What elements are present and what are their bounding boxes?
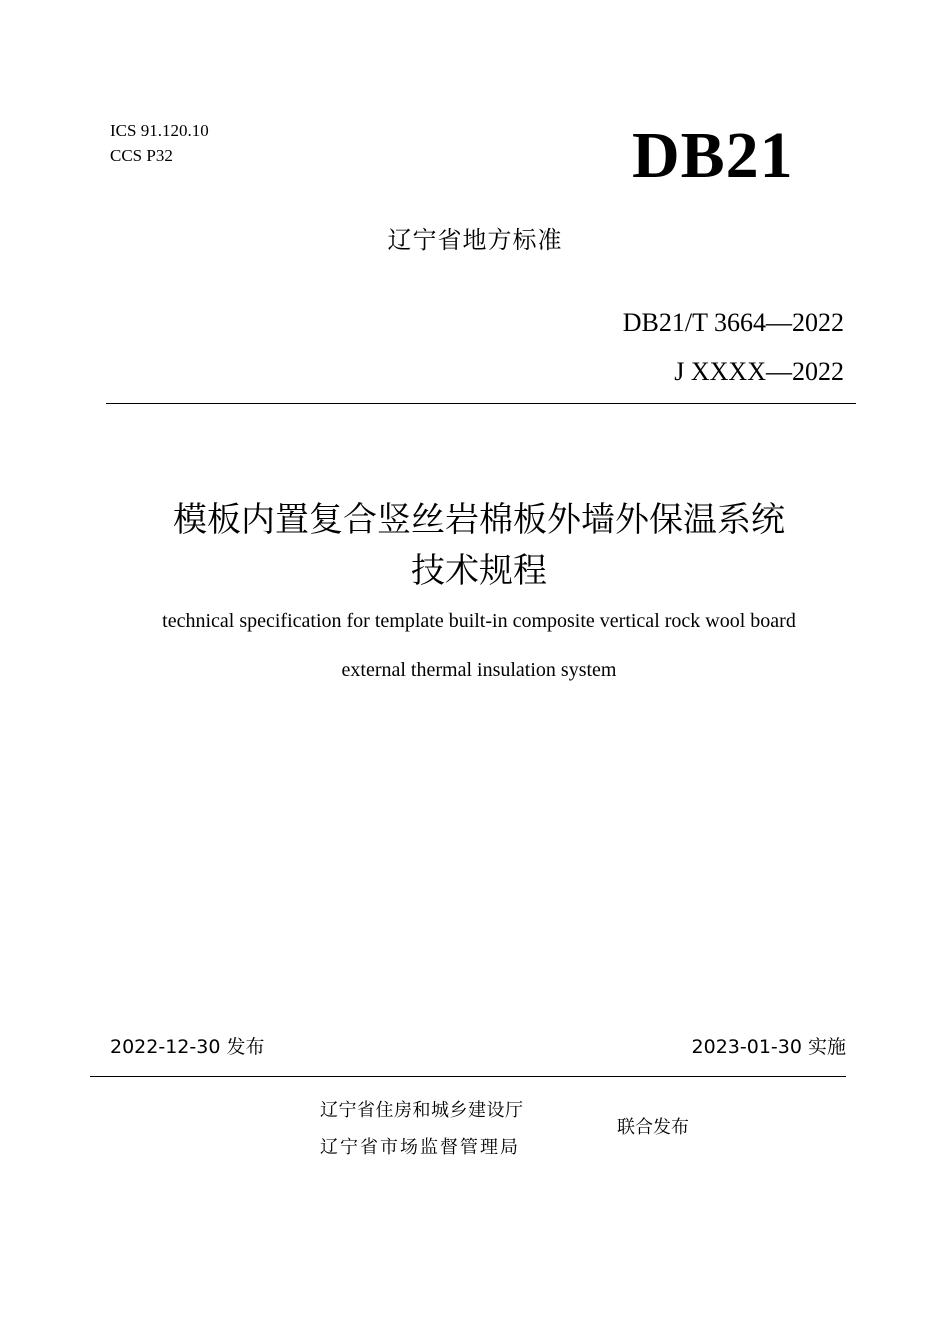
publish-date: 2022-12-30 发布 (110, 1036, 265, 1058)
implement-date: 2023-01-30 实施 (691, 1036, 846, 1058)
top-divider (106, 403, 856, 404)
issuer-housing-department: 辽宁省住房和城乡建设厅 (320, 1100, 524, 1121)
joint-issue-label: 联合发布 (617, 1117, 689, 1138)
title-english-line1: technical specification for template built-in composite vertical rock wool board (162, 610, 796, 632)
title-chinese-line2: 技术规程 (411, 553, 547, 590)
db-logo: DB21 (632, 119, 794, 192)
standard-number: DB21/T 3664—2022 (622, 308, 844, 337)
title-english-line2: external thermal insulation system (341, 659, 617, 681)
ccs-code: CCS P32 (110, 146, 173, 165)
bottom-divider (90, 1076, 846, 1077)
title-chinese-line1: 模板内置复合竖丝岩棉板外墙外保温系统 (173, 502, 785, 539)
issuer-market-supervision: 辽宁省市场监督管理局 (320, 1137, 520, 1158)
classification-codes (110, 118, 209, 168)
record-number: J XXXX—2022 (674, 357, 844, 386)
standard-type: 辽宁省地方标准 (387, 226, 563, 254)
ics-code: ICS 91.120.10 (110, 121, 209, 140)
